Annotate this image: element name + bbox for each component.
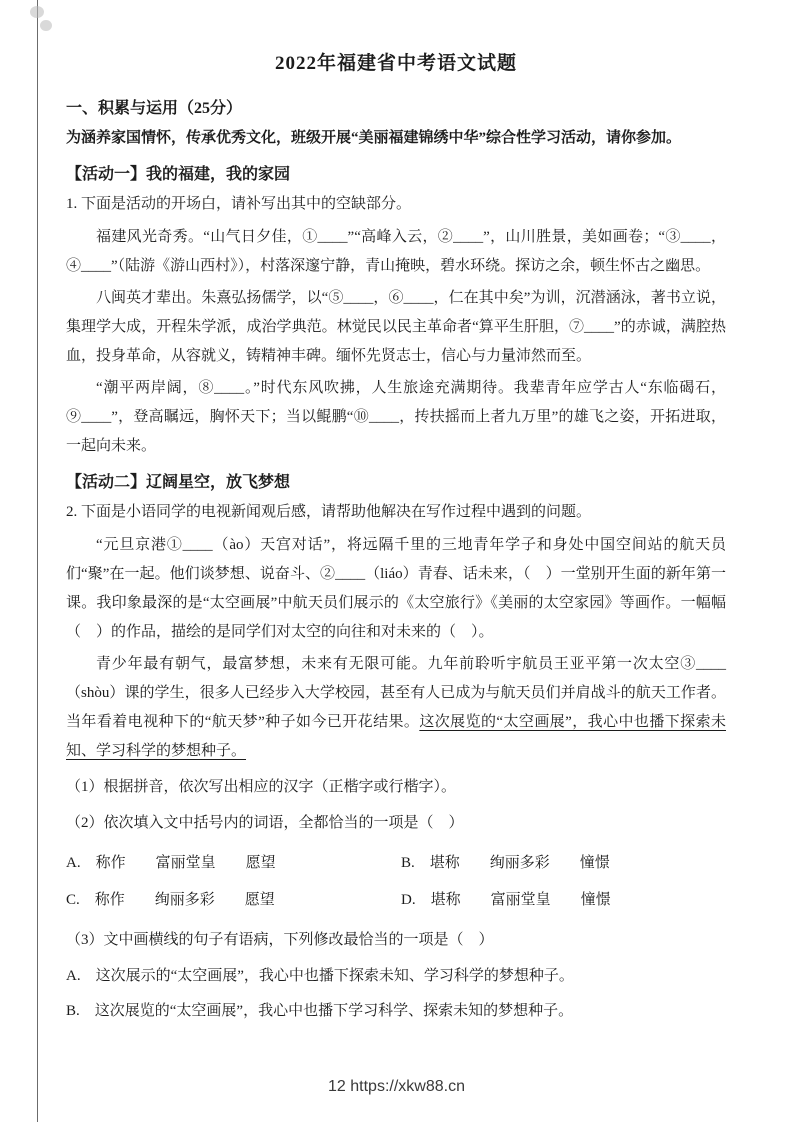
page-title: 2022年福建省中考语文试题 [274,53,517,74]
subquestion-2-options [66,845,726,919]
question2-paragraph-2-text: 青少年最有朝气，最富梦想，未来有无限可能。九年前聆听宇航员王亚平第一次太空③____（shòu）课的学生，很多人已经步入大学校园，甚至有人已成为与航天员们并肩战斗的航天工作者。当年看着电视种下的“航天梦”种子如今已开花结果。 [66,656,726,730]
exam-page-content [66,48,726,1032]
subquestion-1: （1）根据拼音，依次写出相应的汉字（正楷字或行楷字）。 [66,779,457,795]
section1-heading: 一、积累与运用（25分） [66,100,243,117]
option-a: A. 称作 富丽堂皇 愿望 [66,855,276,871]
activity1-heading: 【活动一】我的福建，我的家园 [66,166,291,183]
section1-intro: 为涵养家国情怀，传承优秀文化，班级开展“美丽福建锦绣中华”综合性学习活动，请你参加。 [66,130,682,146]
page-footer: 12 https://xkw88.cn [328,1078,465,1095]
option-c: C. 称作 绚丽多彩 愿望 [66,892,275,908]
underlined-faulty-sentence: 这次展览的“太空画展”，我心中也播下探索未知、学习科学的梦想种子。 [66,714,726,759]
question2-paragraph-2 [66,650,726,766]
scan-smudge-mark [30,6,44,18]
binding-line [37,0,38,1122]
option-d: D. 堪称 富丽堂皇 憧憬 [401,892,611,908]
subquestion-2-stem: （2）依次填入文中括号内的词语，全都恰当的一项是（ ） [66,815,464,831]
question1-paragraph-3: “潮平两岸阔，⑧____。”时代东风吹拂，人生旅途充满期待。我辈青年应学古人“东临碣石，⑨____”，登高瞩远，胸怀天下；当以鲲鹏“⑩____，抟扶摇而上者九万里”的雄飞之姿，开拓进取，一起向未来。 [66,380,726,454]
subquestion-3-option-b: B. 这次展览的“太空画展”，我心中也播下学习科学、探索未知的梦想种子。 [66,1003,574,1019]
question1-paragraph-2: 八闽英才辈出。朱熹弘扬儒学，以“⑤____，⑥____，仁在其中矣”为训，沉潜涵泳，著书立说，集理学大成，开程朱学派，成治学典范。林觉民以民主革命者“算平生肝胆，⑦____”的赤诚，满腔热血，投身革命，从容就义，铸精神丰碑。缅怀先贤志士，信心与力量沛然而至。 [66,290,726,364]
question1-paragraph-1: 福建风光奇秀。“山气日夕佳，①____”“高峰入云，②____”，山川胜景，美如画卷；“③____，④____”（陆游《游山西村》），村落深邃宁静，青山掩映，碧水环绕。探访之余，顿生怀古之幽思。 [66,229,726,274]
scan-smudge-mark [40,20,52,31]
subquestion-3-stem: （3）文中画横线的句子有语病，下列修改最恰当的一项是（ ） [66,932,494,948]
question2-paragraph-1: “元旦京港①____（ào）天宫对话”，将远隔千里的三地青年学子和身处中国空间站的航天员们“聚”在一起。他们谈梦想、说奋斗、②____（liáo）青春、话未来，（ ）一堂别开生面的新年第一课。我印象最深的是“太空画展”中航天员们展示的《太空旅行》《美丽的太空家园》等画作。一幅幅（ ）的作品，描绘的是同学们对太空的向往和对未来的（ ）。 [66,537,726,640]
option-b: B. 堪称 绚丽多彩 憧憬 [401,855,610,871]
question2-stem: 2. 下面是小语同学的电视新闻观后感，请帮助他解决在写作过程中遇到的问题。 [66,504,592,520]
subquestion-3-option-a: A. 这次展示的“太空画展”，我心中也播下探索未知、学习科学的梦想种子。 [66,968,574,984]
question1-stem: 1. 下面是活动的开场白，请补写出其中的空缺部分。 [66,196,412,212]
activity2-heading: 【活动二】辽阔星空，放飞梦想 [66,474,291,491]
